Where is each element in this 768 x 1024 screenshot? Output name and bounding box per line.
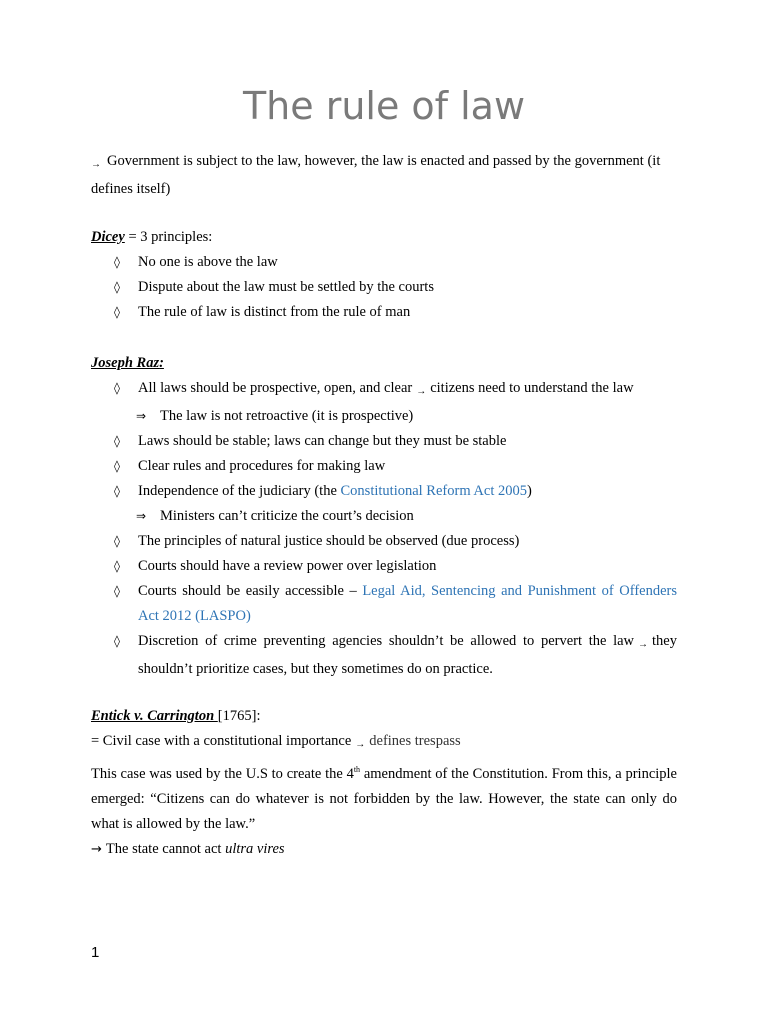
diamond-bullet-icon: ◊: [114, 305, 120, 319]
diamond-bullet-icon: ◊: [114, 459, 120, 473]
list-item: ◊ Courts should have a review power over legislation: [91, 554, 677, 579]
page-title: The rule of law: [242, 84, 526, 128]
diamond-bullet-icon: ◊: [114, 255, 120, 269]
right-arrow-icon: →: [638, 639, 649, 650]
diamond-bullet-icon: ◊: [114, 484, 120, 498]
entick-conclusion: → The state cannot act ultra vires: [91, 840, 285, 857]
entick-summary: = Civil case with a constitutional importance → defines trespass: [91, 733, 461, 750]
diamond-bullet-icon: ◊: [114, 381, 120, 395]
double-arrow-icon: ⇒: [136, 509, 147, 523]
entick-paragraph: This case was used by the U.S to create the 4th amendment of the Constitution. From this, a principle emerged: “Citizens can do whatever is not forbidden by the law. However, the state can only do what is allowed by the law.”: [91, 765, 677, 832]
dicey-list: [91, 250, 677, 325]
list-item: ◊ The principles of natural justice should be observed (due process): [91, 529, 677, 554]
right-arrow-icon: →: [355, 739, 366, 750]
list-item: ◊ Clear rules and procedures for making law: [91, 454, 677, 479]
dicey-section: [91, 225, 677, 325]
list-item: ◊ No one is above the law: [91, 250, 677, 275]
dicey-heading-suffix: = 3 principles:: [124, 229, 213, 245]
double-arrow-icon: ⇒: [136, 409, 147, 423]
diamond-bullet-icon: ◊: [114, 534, 120, 548]
list-item: ◊ Laws should be stable; laws can change but they must be stable: [91, 429, 677, 454]
entick-heading: Entick v. Carrington: [91, 708, 218, 724]
constitutional-reform-act-link[interactable]: Constitutional Reform Act 2005: [340, 483, 527, 499]
raz-heading: Joseph Raz: [91, 355, 160, 371]
right-arrow-icon: →: [416, 386, 427, 397]
intro-text: Government is subject to the law, however, the law is enacted and passed by the government (it defines itself): [91, 153, 661, 197]
laspo-link[interactable]: Legal Aid, Sentencing and Punishment of Offenders Act 2012 (LASPO): [138, 583, 677, 624]
list-item: ◊ Independence of the judiciary (the Constitutional Reform Act 2005): [91, 479, 677, 504]
entick-section: [91, 704, 677, 862]
diamond-bullet-icon: ◊: [114, 634, 120, 648]
raz-heading-suffix: :: [159, 355, 164, 371]
raz-section: [91, 351, 677, 682]
entick-year: [1765]:: [217, 708, 261, 724]
raz-list: [91, 376, 677, 682]
list-subitem: ⇒ Ministers can’t criticize the court’s decision: [91, 504, 677, 529]
dicey-heading: Dicey: [91, 229, 125, 245]
page-number: 1: [91, 944, 100, 961]
diamond-bullet-icon: ◊: [114, 584, 120, 598]
list-item: ◊ Discretion of crime preventing agencies shouldn’t be allowed to pervert the law → they shouldn’t prioritize cases, but they sometimes do on practice.: [91, 629, 677, 682]
diamond-bullet-icon: ◊: [114, 280, 120, 294]
list-item: ◊ All laws should be prospective, open, and clear → citizens need to understand the law: [91, 376, 677, 404]
list-item: ◊ The rule of law is distinct from the rule of man: [91, 300, 677, 325]
raz-heading-line: [91, 351, 677, 376]
right-arrow-icon: →: [91, 841, 102, 857]
list-subitem: ⇒ The law is not retroactive (it is prospective): [91, 404, 677, 429]
dicey-heading-line: [91, 225, 677, 250]
entick-heading-line: [91, 704, 677, 729]
intro-paragraph: [91, 149, 677, 202]
list-item: ◊ Courts should be easily accessible – Legal Aid, Sentencing and Punishment of Offenders Act 2012 (LASPO): [91, 579, 677, 629]
diamond-bullet-icon: ◊: [114, 434, 120, 448]
right-arrow-icon: →: [91, 159, 101, 170]
list-item: ◊ Dispute about the law must be settled by the courts: [91, 275, 677, 300]
diamond-bullet-icon: ◊: [114, 559, 120, 573]
